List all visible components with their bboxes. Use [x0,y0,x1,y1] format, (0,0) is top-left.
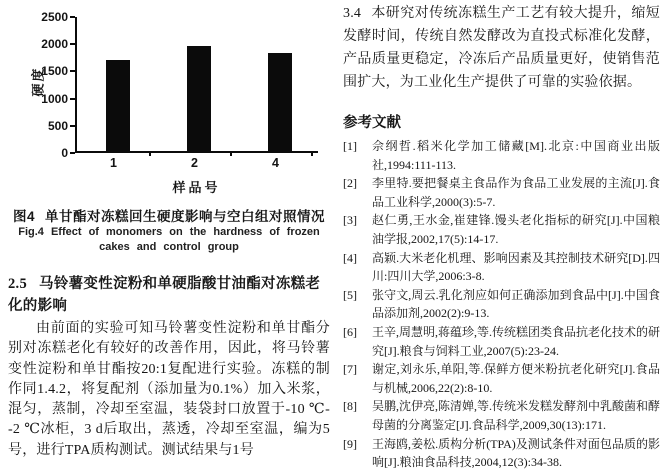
reference-list [343,137,660,469]
reference-text: 张守文,周云.乳化剂应如何正确添加到食品中[J].中国食品添加剂,2002(2):9-13. [372,287,660,321]
reference-number: [6] [343,324,357,339]
y-tick-label: 2500 [41,10,68,24]
y-axis-label: 硬度 [30,66,46,97]
x-tick-label: 4 [272,156,279,170]
y-tick-mark [70,152,75,154]
reference-number: [8] [343,399,357,414]
reference-number: [2] [343,176,357,191]
reference-item [343,435,660,469]
reference-item [343,174,660,211]
reference-text: 谢定,刘永乐,单阳,等.保鲜方便米粉抗老化研究[J].食品与机械,2006,22(2):8-10. [372,362,660,395]
reference-item [343,211,660,248]
section-2-5-title: 马铃薯变性淀粉和单硬脂酸甘油酯对冻糕老化的影响 [8,276,321,314]
y-tick-label: 2000 [41,37,68,52]
bar [106,60,130,151]
y-tick-mark [70,125,75,127]
reference-item [343,397,660,434]
x-tick-mark [230,151,232,156]
y-tick-mark [70,16,75,18]
plot-area [41,10,318,170]
section-3-4-text: 本研究对传统冻糕生产工艺有较大提升，缩短发酵时间，传统自然发酵改为直投式标准化发酵，产品质量更稳定，冷冻后产品质量更好，使销售范围扩大，为工业化生产提供了可靠的实验依据。 [343,6,660,90]
reference-item [343,137,660,174]
reference-number: [4] [343,250,357,265]
reference-text: 王辛,周慧明,蒋蕴珍,等.传统糕团类食品抗老化技术的研究[J].粮食与饲料工业,2007(5):23-24. [372,324,661,358]
left-column [8,0,330,469]
reference-text: 佘纲哲.稻米化学加工储藏[M].北京:中国商业出版社,1994:111-113. [372,139,660,172]
x-tick-mark [149,151,151,156]
reference-text: 赵仁勇,王水金,崔建锋.馒头老化指标的研究[J].中国粮油学报,2002,17(5):14-17. [372,213,660,246]
section-2-5-heading [8,273,330,317]
y-tick-mark [70,98,75,100]
x-tick-mark [311,151,313,156]
x-axis-label: 样品号 [172,180,221,195]
y-tick-label: 1500 [41,64,68,79]
reference-text: 高颖.大米老化机理、影响因素及其控制技术研究[D].四川:四川大学,2006:3-8. [372,250,660,284]
section-2-5-number: 2.5 [8,276,28,292]
figure-caption-en-line1: Fig.4 Effect of monomers on the hardness of frozen [18,226,320,238]
figure-caption-en-line2: cakes and control group [99,240,239,253]
references-heading: 参考文献 [343,115,401,131]
y-tick-label: 1000 [41,91,68,106]
x-tick-label: 1 [110,156,117,170]
y-tick-mark [70,70,75,72]
figure-caption-title: 单甘酯对冻糕回生硬度影响与空白组对照情况 [45,209,325,224]
figure4-bar-chart [8,0,330,198]
reference-number: [1] [343,139,357,153]
reference-number: [3] [343,213,357,228]
section-2-5-paragraph: 由前面的实验可知马铃薯变性淀粉和单甘酯分别对冻糕老化有较好的改善作用，因此，将马铃薯变性淀粉和单甘酯按20:1复配进行实验。冻糕的制作同1.4.2，将复配剂（添加量为0.1%）加入米浆，混匀，蒸制，冷却至室温，装袋封口放置于-10 ℃- -2 ℃冰柜，3 d后取出，蒸透，冷却至室温，编为5号，进行TPA质构测试。测试结果与1号 [8,321,330,458]
figure-caption-zh [8,205,330,225]
reference-number: [7] [343,362,357,377]
reference-text: 吴鹏,沈伊亮,陈清婵,等.传统米发糕发酵剂中乳酸菌和酵母菌的分离鉴定[J].食品科学,2009,30(13):171. [372,399,661,432]
reference-item [343,360,660,397]
reference-number: [9] [343,436,357,451]
reference-text: 王海鸥,姜松.质构分析(TPA)及测试条件对面包品质的影响[J].粮油食品科技,2004,12(3):34-38. [372,436,660,469]
reference-item [343,323,660,360]
section-3-4-paragraph [343,2,660,94]
reference-item [343,286,660,323]
y-tick-label: 0 [61,146,68,160]
figure-caption-label: 图4 [12,209,35,224]
y-tick-mark [70,43,75,45]
section-3-4-number: 3.4 [343,6,362,21]
reference-text: 李里特.要把餐桌主食品作为食品工业发展的主流[J].食品工业科学,2000(3):5-7. [372,176,660,209]
y-tick-label: 500 [47,118,68,133]
reference-number: [5] [343,287,357,302]
right-column [343,2,660,469]
bar [187,46,211,151]
reference-item [343,249,660,286]
bar [268,53,292,151]
x-tick-label: 2 [191,156,198,170]
